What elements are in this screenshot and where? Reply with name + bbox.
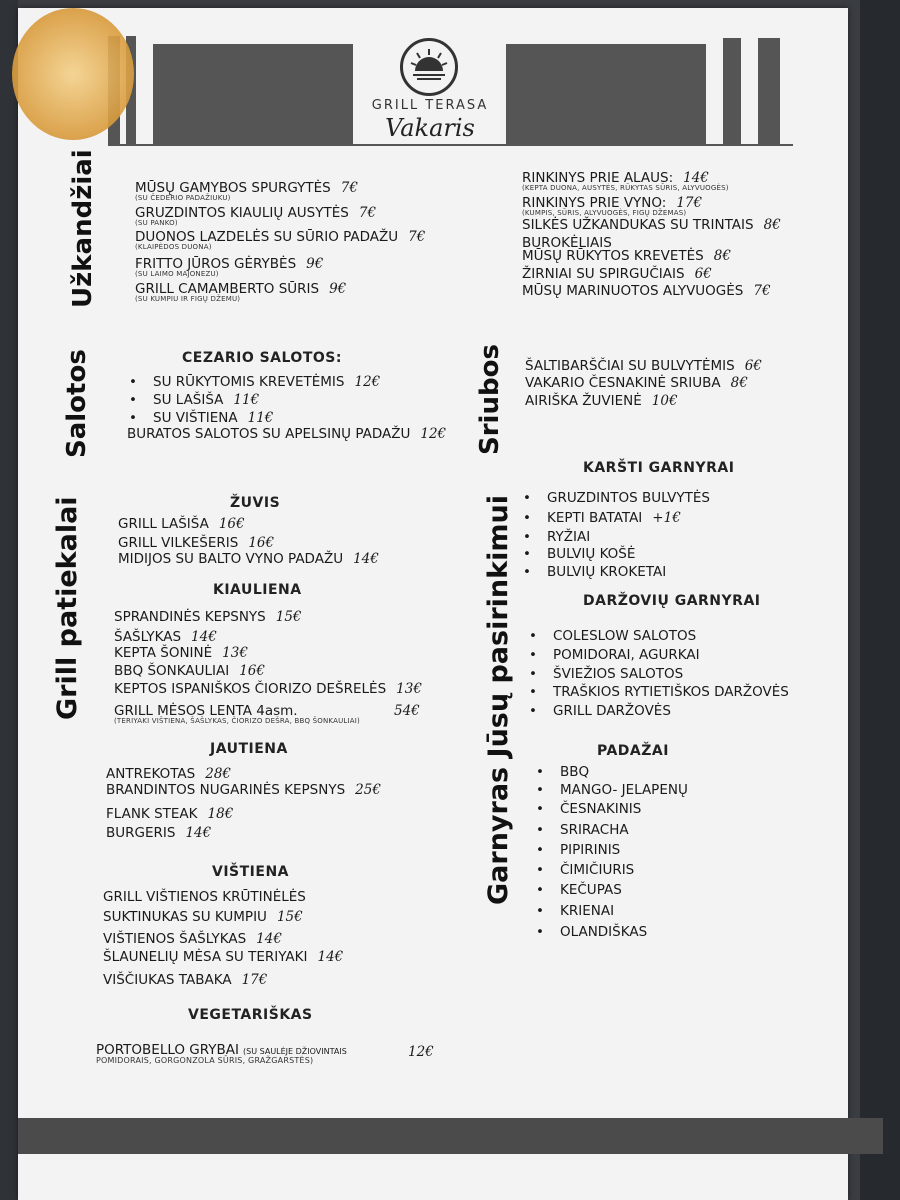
- menu-item: [525, 393, 678, 409]
- item-name: FRITTO JŪROS GĖRYBĖS: [135, 256, 297, 272]
- menu-item: [153, 410, 273, 426]
- item-name: RINKINYS PRIE ALAUS:: [522, 170, 674, 186]
- item-price: 14€: [185, 825, 212, 841]
- heading-salotos: Salotos: [62, 349, 92, 458]
- menu-item: [153, 374, 380, 390]
- item-price: 14€: [353, 551, 379, 567]
- heading-garnyras: Garnyras Jūsų pasirinkimui: [483, 495, 514, 905]
- item-name: BULVIŲ KROKETAI: [547, 564, 667, 580]
- item-price: 9€: [329, 281, 347, 297]
- menu-item: [135, 281, 346, 303]
- item-name: FLANK STEAK: [106, 806, 198, 822]
- menu-item: [118, 535, 274, 551]
- menu-item: [135, 205, 376, 227]
- logo: [355, 36, 505, 144]
- item-price: 17€: [241, 972, 268, 988]
- item-name: GRILL VIŠTIENOS KRŪTINĖLĖS: [103, 889, 306, 905]
- menu-item: [547, 546, 645, 562]
- item-price: 54€: [394, 703, 420, 719]
- item-name: BBQ ŠONKAULIAI: [114, 663, 230, 679]
- item-note: POMIDORAIS, GORGONZOLA SŪRIS, GRAŽGARSTĖS): [96, 1056, 314, 1065]
- item-price: 7€: [340, 180, 358, 196]
- header-stripe: [758, 38, 780, 144]
- item-note: (SU SAULĖJE DŽIOVINTAIS: [243, 1047, 347, 1056]
- section-title: JAUTIENA: [210, 741, 288, 757]
- menu-item: [103, 949, 343, 965]
- menu-item: [103, 972, 267, 988]
- item-name: GRILL LAŠIŠA: [118, 516, 209, 532]
- item-name: VAKARIO ČESNAKINĖ SRIUBA: [525, 375, 721, 391]
- menu-item: [525, 375, 748, 391]
- menu-item: • SRIRACHA: [560, 822, 629, 838]
- item-name: BURGERIS: [106, 825, 176, 841]
- item-price: 18€: [207, 806, 234, 822]
- item-price: 14€: [683, 170, 709, 186]
- menu-item: [106, 766, 231, 782]
- item-note: (KUMPIS, SŪRIS, ALYVUOGĖS, FIGŲ DŽEMAS): [522, 209, 687, 217]
- item-price: 10€: [651, 393, 678, 409]
- item-note: (SU LAIMO MAJONEZU): [135, 270, 219, 278]
- menu-item: [114, 703, 420, 725]
- menu-item: [114, 681, 422, 697]
- section-title: PADAŽAI: [597, 743, 669, 759]
- menu-item: • ČESNAKINIS: [560, 801, 641, 817]
- item-price: 6€: [694, 266, 712, 282]
- item-note: (SU ČEDERIO PADAŽIUKU): [135, 194, 231, 202]
- menu-item: [114, 663, 265, 679]
- item-name: KEPTOS ISPANIŠKOS ČIORIZO DEŠRELĖS: [114, 681, 387, 697]
- item-name: ŠALTIBARŠČIAI SU BULVYTĖMIS: [525, 358, 735, 374]
- menu-item: [135, 256, 323, 278]
- menu-item: • OLANDIŠKAS: [560, 924, 647, 940]
- item-name: MŪSŲ RŪKYTOS KREVETĖS: [522, 248, 704, 264]
- item-price: 16€: [239, 663, 265, 679]
- menu-item: [114, 645, 248, 661]
- item-price: 15€: [276, 909, 303, 925]
- item-name: SU RŪKYTOMIS KREVETĖMIS: [153, 374, 345, 390]
- item-name: MIDIJOS SU BALTO VYNO PADAŽU: [118, 551, 344, 567]
- item-name: SU LAŠIŠA: [153, 392, 224, 408]
- item-price: 8€: [713, 248, 731, 264]
- item-note: (TERIYAKI VIŠTIENA, ŠAŠLYKAS, ČIORIZO DEŠRA, BBQ ŠONKAULIAI): [114, 717, 360, 725]
- item-price: 13€: [222, 645, 248, 661]
- item-name: ŠLAUNELIŲ MĖSA SU TERIYAKI: [103, 949, 308, 965]
- section-title: CEZARIO SALOTOS:: [182, 350, 342, 366]
- heading-grill: Grill patiekalai: [52, 496, 83, 720]
- item-name: BUROKĖLIAIS: [522, 235, 612, 251]
- section-title: ŽUVIS: [230, 495, 281, 511]
- menu-item: [135, 180, 358, 202]
- item-name: BRANDINTOS NUGARINĖS KEPSNYS: [106, 782, 346, 798]
- menu-item: [525, 358, 762, 374]
- item-price: 13€: [396, 681, 422, 697]
- header-block-left: [153, 44, 353, 144]
- item-price: 12€: [354, 374, 381, 390]
- item-note: (SU KUMPIU IR FIGŲ DŽEMU): [135, 295, 241, 303]
- item-price: 12€: [420, 426, 447, 442]
- menu-item: • BBQ: [560, 764, 589, 780]
- menu-item: [114, 609, 302, 625]
- sun-logo-icon: [400, 38, 458, 96]
- item-price: 16€: [248, 535, 275, 551]
- item-price: 25€: [355, 782, 381, 798]
- item-price: 12€: [408, 1044, 434, 1060]
- section-title: KARŠTI GARNYRAI: [583, 460, 735, 476]
- item-name: GRILL CAMAMBERTO SŪRIS: [135, 281, 320, 297]
- item-name: PORTOBELLO GRYBAI: [96, 1042, 240, 1058]
- item-price: 14€: [191, 629, 217, 645]
- heading-sriubos: Sriubos: [475, 344, 505, 455]
- item-price: 28€: [205, 766, 232, 782]
- item-name: KEPTI BATATAI: [547, 510, 643, 526]
- menu-item: [127, 426, 446, 442]
- item-name: MŪSŲ MARINUOTOS ALYVUOGĖS: [522, 283, 744, 299]
- menu-item: • GRILL DARŽOVĖS: [553, 703, 671, 719]
- menu-item: [547, 490, 720, 506]
- item-price: 11€: [247, 410, 274, 426]
- section-title: VEGETARIŠKAS: [188, 1007, 313, 1023]
- item-name: GRUZDINTOS BULVYTĖS: [547, 490, 710, 506]
- item-name: DUONOS LAZDELĖS SU SŪRIO PADAŽU: [135, 229, 399, 245]
- item-price: 7€: [408, 229, 426, 245]
- item-name: SILKĖS UŽKANDUKAS SU TRINTAIS: [522, 217, 754, 233]
- menu-item: [522, 217, 781, 233]
- menu-item: [547, 564, 676, 580]
- menu-item: [103, 931, 282, 947]
- item-price: 15€: [275, 609, 302, 625]
- item-price: 7€: [358, 205, 377, 221]
- menu-item: • TRAŠKIOS RYTIETIŠKOS DARŽOVĖS: [553, 684, 789, 700]
- header-rule: [113, 144, 793, 146]
- menu-item: [114, 629, 217, 645]
- brand-name: Vakaris: [385, 114, 475, 142]
- menu-item: [522, 283, 771, 299]
- menu-item: [103, 889, 316, 905]
- menu-item: [522, 170, 729, 192]
- item-price: 7€: [753, 283, 771, 299]
- menu-item: [522, 266, 712, 282]
- menu-item: [103, 909, 303, 925]
- menu-item: [135, 229, 425, 251]
- item-name: RINKINYS PRIE VYNO:: [522, 195, 667, 211]
- item-name: VIŠČIUKAS TABAKA: [103, 972, 232, 988]
- menu-item: • ŠVIEŽIOS SALOTOS: [553, 666, 683, 682]
- brand-subtitle: GRILL TERASA: [371, 98, 489, 113]
- menu-item: [118, 551, 379, 567]
- header-stripe: [723, 38, 741, 144]
- menu-item: [106, 782, 381, 798]
- item-price: 8€: [763, 217, 781, 233]
- menu-item: [547, 529, 600, 545]
- menu-item: • MANGO- JELAPENŲ: [560, 782, 688, 798]
- menu-item: • KRIENAI: [560, 903, 614, 919]
- item-price: 17€: [676, 195, 703, 211]
- item-price: +1€: [652, 510, 681, 526]
- item-name: BURATOS SALOTOS SU APELSINŲ PADAŽU: [127, 426, 411, 442]
- item-name: SUKTINUKAS SU KUMPIU: [103, 909, 267, 925]
- menu-item: [522, 248, 731, 264]
- item-name: BULVIŲ KOŠĖ: [547, 546, 636, 562]
- watermark-badge: [12, 8, 134, 140]
- menu-item: • ČIMIČIURIS: [560, 862, 634, 878]
- item-name: ŽIRNIAI SU SPIRGUČIAIS: [522, 266, 685, 282]
- item-price: 6€: [744, 358, 762, 374]
- item-price: 14€: [256, 931, 282, 947]
- menu-item: [153, 392, 259, 408]
- section-title: KIAULIENA: [213, 582, 302, 598]
- menu-item: [106, 825, 211, 841]
- item-price: 9€: [306, 256, 324, 272]
- item-name: GRILL VILKEŠERIS: [118, 535, 239, 551]
- header-block-right: [506, 44, 706, 144]
- table-edge-right: [860, 0, 900, 1200]
- item-name: GRUZDINTOS KIAULIŲ AUSYTĖS: [135, 205, 349, 221]
- item-price: 8€: [730, 375, 748, 391]
- item-name: GRILL MĖSOS LENTA 4asm.: [114, 703, 298, 719]
- item-name: AIRIŠKA ŽUVIENĖ: [525, 393, 642, 409]
- menu-item: • POMIDORAI, AGURKAI: [553, 647, 700, 663]
- footer-bar: [18, 1118, 883, 1154]
- item-name: VIŠTIENOS ŠAŠLYKAS: [103, 931, 247, 947]
- menu-item: [547, 510, 681, 526]
- item-price: 11€: [233, 392, 260, 408]
- section-title: VIŠTIENA: [212, 864, 290, 880]
- menu-item: • COLESLOW SALOTOS: [553, 628, 696, 644]
- heading-uzkandziai: Užkandžiai: [68, 149, 98, 308]
- section-title: DARŽOVIŲ GARNYRAI: [583, 593, 761, 609]
- item-name: RYŽIAI: [547, 529, 591, 545]
- menu-item: • PIPIRINIS: [560, 842, 620, 858]
- item-price: 16€: [218, 516, 245, 532]
- item-note: (KLAIPĖDOS DUONA): [135, 243, 212, 251]
- item-name: SPRANDINĖS KEPSNYS: [114, 609, 266, 625]
- menu-item: [522, 195, 702, 217]
- item-name: ANTREKOTAS: [106, 766, 196, 782]
- item-name: KEPTA ŠONINĖ: [114, 645, 213, 661]
- item-name: MŪSŲ GAMYBOS SPURGYTĖS: [135, 180, 331, 196]
- menu-item: [106, 806, 233, 822]
- item-name: SU VIŠTIENA: [153, 410, 238, 426]
- item-note: (SU PANKO): [135, 219, 178, 227]
- menu-item: • KEČUPAS: [560, 882, 622, 898]
- item-note: (KEPTA DUONA, AUSYTĖS, RŪKYTAS SŪRIS, ALYVUOGĖS): [522, 184, 729, 192]
- menu-item: [118, 516, 245, 532]
- item-name: ŠAŠLYKAS: [114, 629, 182, 645]
- menu-item: [96, 1042, 434, 1065]
- table-edge-left: [0, 0, 18, 1200]
- item-price: 14€: [317, 949, 344, 965]
